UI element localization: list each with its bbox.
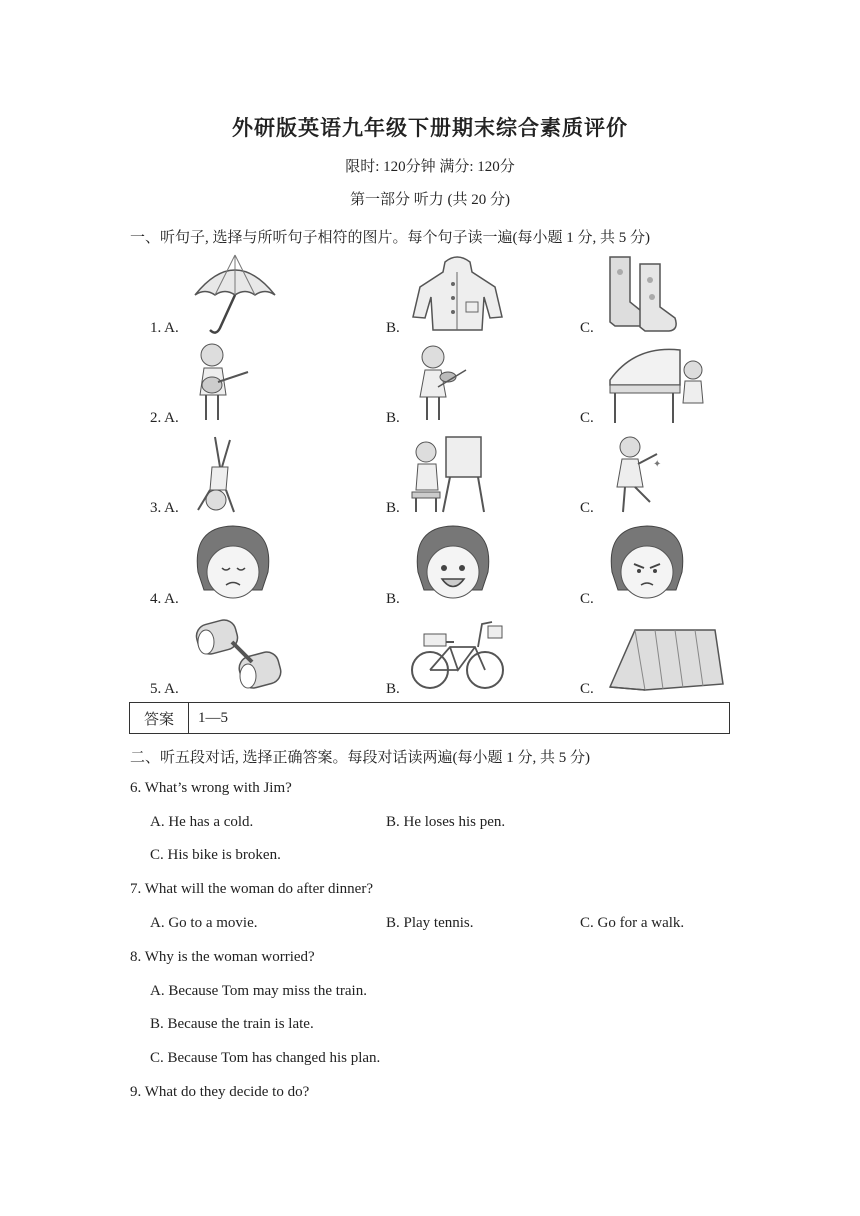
row-2-label-c: C. — [580, 410, 594, 426]
question-8-option-a: A. Because Tom may miss the train. — [150, 983, 367, 999]
row-1-label-a: 1. A. — [150, 320, 179, 336]
section-2-heading: 二、听五段对话, 选择正确答案。每段对话读两遍(每小题 1 分, 共 5 分) — [130, 750, 590, 766]
question-6-option-b: B. He loses his pen. — [386, 814, 506, 830]
time-score-info: 限时: 120分钟 满分: 120分 — [345, 159, 515, 175]
row-3-label-c: C. — [580, 500, 594, 516]
answer-range-field[interactable]: 1—5 — [198, 709, 228, 726]
row-3-label-a: 3. A. — [150, 500, 179, 516]
angry-face-icon — [606, 522, 688, 604]
girl-violin-icon — [408, 342, 468, 424]
row-2-label-a: 2. A. — [150, 410, 179, 426]
question-7: 7. What will the woman do after dinner? — [130, 881, 373, 897]
rain-boots-icon — [605, 252, 680, 334]
question-6-option-c: C. His bike is broken. — [150, 847, 281, 863]
section-1-heading: 一、听句子, 选择与所听句子相符的图片。每个句子读一遍(每小题 1 分, 共 5 分) — [130, 230, 650, 246]
girl-piano-icon — [605, 345, 715, 425]
row-5-label-b: B. — [386, 681, 400, 697]
row-4-label-a: 4. A. — [150, 591, 179, 607]
girl-dancing-icon — [605, 432, 665, 517]
row-1-label-c: C. — [580, 320, 594, 336]
row-4-label-b: B. — [386, 591, 400, 607]
raincoat-icon — [410, 252, 505, 334]
answer-label: 答案 — [130, 703, 189, 733]
happy-face-icon — [412, 522, 494, 604]
bicycle-icon — [410, 612, 505, 697]
tent-icon — [605, 622, 725, 692]
row-5-label-a: 5. A. — [150, 681, 179, 697]
girl-handstand-icon — [190, 432, 240, 517]
question-7-option-b: B. Play tennis. — [386, 915, 474, 931]
umbrella-icon — [190, 250, 280, 335]
svg-text:✦: ✦ — [653, 459, 662, 470]
girl-guitar-icon — [190, 340, 250, 425]
question-9: 9. What do they decide to do? — [130, 1084, 310, 1100]
question-6: 6. What’s wrong with Jim? — [130, 780, 292, 796]
question-7-option-a: A. Go to a movie. — [150, 915, 258, 931]
binoculars-icon — [192, 612, 294, 697]
row-3-label-b: B. — [386, 500, 400, 516]
row-4-label-c: C. — [580, 591, 594, 607]
answer-box — [129, 702, 730, 734]
question-8-option-c: C. Because Tom has changed his plan. — [150, 1050, 381, 1066]
question-6-option-a: A. He has a cold. — [150, 814, 254, 830]
question-7-option-c: C. Go for a walk. — [580, 915, 685, 931]
question-8: 8. Why is the woman worried? — [130, 949, 315, 965]
row-1-label-b: B. — [386, 320, 400, 336]
part-heading: 第一部分 听力 (共 20 分) — [350, 192, 510, 208]
row-2-label-b: B. — [386, 410, 400, 426]
page-title: 外研版英语九年级下册期末综合素质评价 — [232, 116, 628, 140]
question-8-option-b: B. Because the train is late. — [150, 1016, 314, 1032]
girl-painting-icon — [408, 432, 488, 517]
row-5-label-c: C. — [580, 681, 594, 697]
sad-face-icon — [192, 522, 274, 604]
